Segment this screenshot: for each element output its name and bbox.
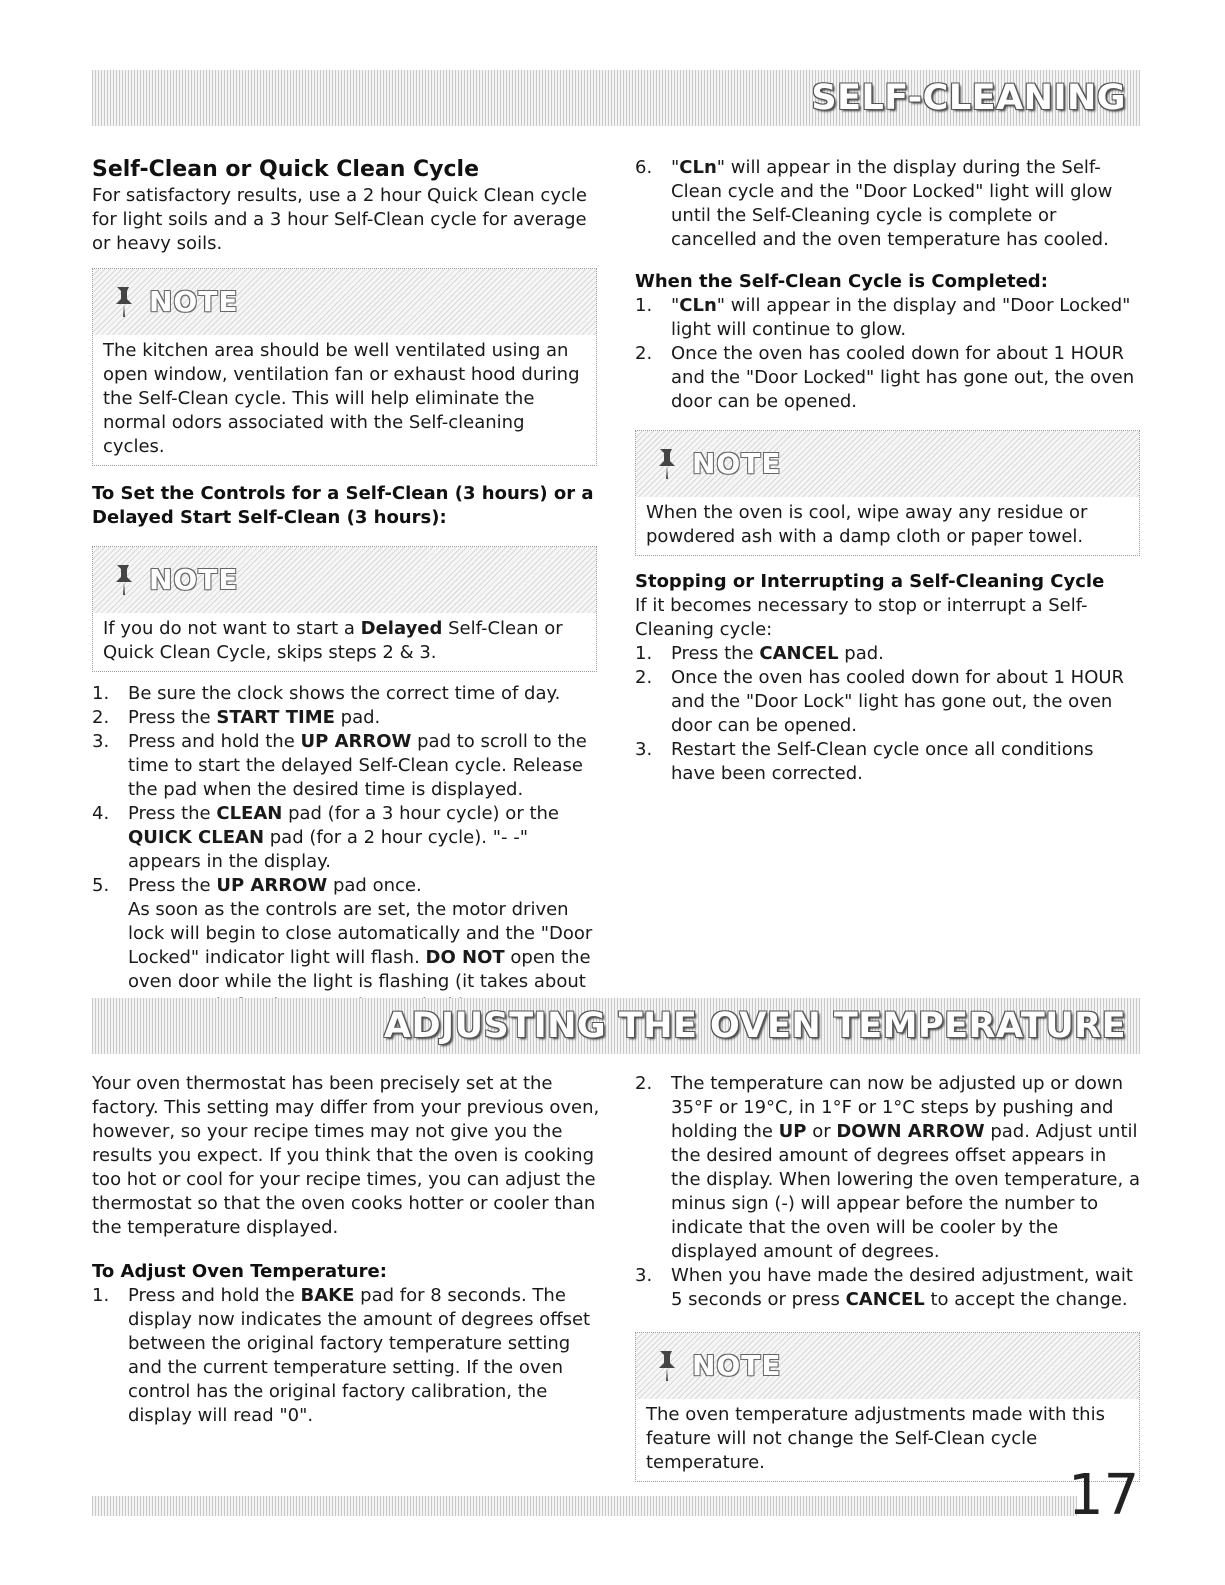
- step-text: The temperature can now be adjusted up or down 35°F or 19°C, in 1°F or 1°C steps by pushing and holding the: [671, 1073, 1123, 1142]
- completed-steps-list: [635, 294, 1140, 414]
- note-text: [93, 613, 596, 671]
- note-header: [93, 547, 596, 613]
- step-number: 3.: [635, 739, 653, 760]
- step-text: When you have made the desired adjustment, wait 5 seconds or press: [671, 1265, 1133, 1310]
- self-clean-left-column: [92, 156, 597, 1018]
- step-text: Press the: [128, 707, 217, 728]
- note-header: [93, 269, 596, 335]
- heading-self-clean: Self-Clean or Quick Clean Cycle: [92, 157, 480, 182]
- step-text-bold: UP ARROW: [216, 875, 328, 896]
- adjust-steps-list-continued: [635, 1072, 1140, 1312]
- step-text-bold: QUICK CLEAN: [128, 827, 265, 848]
- pushpin-icon: [654, 447, 680, 481]
- step-text: to accept the change.: [924, 1289, 1128, 1310]
- section-title: SELF-CLEANING: [811, 78, 1126, 118]
- step-number: 6.: [635, 157, 653, 178]
- step-text: open the oven door while the light is flashing (it takes about: [128, 947, 591, 992]
- list-item: [92, 706, 597, 730]
- step-text: " will appear in the display and "Door Locked" light will continue to glow.: [671, 295, 1131, 340]
- note-text-part: Self-Clean or Quick Clean Cycle, skips steps 2 & 3.: [103, 618, 563, 663]
- note-box-delayed: [92, 546, 597, 672]
- adjust-steps-list: [92, 1284, 602, 1428]
- note-header: [636, 1333, 1139, 1399]
- step-text: Be sure the clock shows the correct time of day.: [128, 683, 561, 704]
- step-text: Press the: [671, 643, 760, 664]
- step-text: pad to scroll to the time to start the delayed Self-Clean cycle. Release the pad when the desired time is displayed.: [128, 731, 587, 800]
- list-item: [92, 730, 597, 802]
- step-number: 1.: [92, 1285, 110, 1306]
- note-box-residue: [635, 430, 1140, 556]
- oven-temp-right-column: [635, 1072, 1140, 1482]
- step-text: Once the oven has cooled down for about 1 HOUR and the "Door Lock" light has gone out, the oven door can be opened.: [671, 667, 1125, 736]
- step-text-bold: DO NOT: [425, 947, 505, 968]
- step-number: 3.: [635, 1265, 653, 1286]
- list-item: [635, 666, 1140, 738]
- step-text-bold: CLn: [679, 157, 717, 178]
- step-text: pad. Adjust until the desired amount of degrees offset appears in the display. When lowering the oven temperature, a minus sign (-) will appear before the number to indicate that the oven will be cooler by the displayed amount of degrees.: [671, 1121, 1140, 1262]
- note-label: NOTE: [692, 447, 782, 480]
- note-text-part: If you do not want to start a: [103, 618, 361, 639]
- note-box-self-clean-temp: [635, 1332, 1140, 1482]
- step-text: Press and hold the: [128, 1285, 301, 1306]
- list-item: [635, 294, 1140, 342]
- list-item: [635, 738, 1140, 786]
- step-text-bold: CLn: [679, 295, 717, 316]
- step-text: pad for 8 seconds. The display now indicates the amount of degrees offset between the original factory temperature setting and the current temperature setting. If the oven control has the original factory calibration, the display will read "0".: [128, 1285, 591, 1426]
- step-text-bold: BAKE: [300, 1285, 355, 1306]
- pushpin-icon: [111, 285, 137, 319]
- list-item: [635, 156, 1140, 252]
- subheading-set-controls: To Set the Controls for a Self-Clean (3 hours) or a Delayed Start Self-Clean (3 hours):: [92, 483, 594, 528]
- page-number: 17: [1068, 1463, 1140, 1528]
- step-number: 2.: [635, 667, 653, 688]
- step-text: pad once.: [327, 875, 422, 896]
- note-label: NOTE: [149, 563, 239, 596]
- step-text: or: [806, 1121, 837, 1142]
- step-text-bold: UP: [778, 1121, 807, 1142]
- step-text: ": [671, 295, 680, 316]
- note-text: When the oven is cool, wipe away any residue or powdered ash with a damp cloth or paper towel.: [646, 502, 1088, 547]
- step-number: 3.: [92, 731, 110, 752]
- pushpin-icon: [654, 1349, 680, 1383]
- step-text-bold: CANCEL: [759, 643, 839, 664]
- step-text: pad (for a 2 hour cycle). "- -" appears in the display.: [128, 827, 528, 872]
- pushpin-icon: [111, 563, 137, 597]
- section-title: ADJUSTING THE OVEN TEMPERATURE: [383, 1006, 1126, 1046]
- list-item: [92, 1284, 602, 1428]
- step-text: ": [671, 157, 680, 178]
- step-text: Press the: [128, 875, 217, 896]
- self-clean-steps-list: [92, 682, 597, 1018]
- step-number: 1.: [92, 683, 110, 704]
- note-text: The kitchen area should be well ventilated using an open window, ventilation fan or exhaust hood during the Self-Clean cycle. This will help eliminate the normal odors associated with the Self-cleaning cycles.: [103, 340, 580, 457]
- step-number: 2.: [92, 707, 110, 728]
- step-text-bold: UP ARROW: [300, 731, 412, 752]
- list-item: [92, 802, 597, 874]
- step-text: Once the oven has cooled down for about 1 HOUR and the "Door Locked" light has gone out, the oven door can be opened.: [671, 343, 1135, 412]
- intro-paragraph: For satisfactory results, use a 2 hour Quick Clean cycle for light soils and a 3 hour Self-Clean cycle for average or heavy soils.: [92, 185, 587, 254]
- note-text-bold: Delayed: [360, 618, 443, 639]
- note-label: NOTE: [692, 1349, 782, 1382]
- step-text-bold: CANCEL: [845, 1289, 925, 1310]
- note-text: The oven temperature adjustments made with this feature will not change the Self-Clean cycle temperature.: [646, 1404, 1105, 1473]
- step-number: 4.: [92, 803, 110, 824]
- note-header: [636, 431, 1139, 497]
- note-label: NOTE: [149, 285, 239, 318]
- step-number: 2.: [635, 1073, 653, 1094]
- list-item: [92, 682, 597, 706]
- step-text-bold: DOWN ARROW: [836, 1121, 985, 1142]
- stopping-intro: If it becomes necessary to stop or interrupt a Self-Cleaning cycle:: [635, 595, 1088, 640]
- oven-temp-intro: Your oven thermostat has been precisely set at the factory. This setting may differ from your previous oven, however, so your recipe times may not give you the results you expect. If you think that the oven is cooking too hot or cool for your recipe times, you can adjust the thermostat so that the oven cooks hotter or cooler than the temperature displayed.: [92, 1073, 600, 1238]
- step-text-bold: START TIME: [216, 707, 335, 728]
- step-text: pad (for a 3 hour cycle) or the: [282, 803, 559, 824]
- footer-bar: [92, 1496, 1077, 1516]
- list-item: [635, 1264, 1140, 1312]
- step-text: pad.: [334, 707, 381, 728]
- step-text: Restart the Self-Clean cycle once all conditions have been corrected.: [671, 739, 1094, 784]
- list-item: [92, 874, 597, 1018]
- subheading-completed: When the Self-Clean Cycle is Completed:: [635, 271, 1048, 292]
- oven-temp-left-column: [92, 1072, 602, 1428]
- step-number: 5.: [92, 875, 110, 896]
- subheading-adjust-temp: To Adjust Oven Temperature:: [92, 1261, 387, 1282]
- list-item: [635, 342, 1140, 414]
- subheading-stopping: Stopping or Interrupting a Self-Cleaning Cycle: [635, 571, 1105, 592]
- step-text: Press and hold the: [128, 731, 301, 752]
- self-clean-step-6: [635, 156, 1140, 252]
- note-box-ventilation: [92, 268, 597, 466]
- step-number: 1.: [635, 643, 653, 664]
- list-item: [635, 1072, 1140, 1264]
- stopping-steps-list: [635, 642, 1140, 786]
- list-item: [635, 642, 1140, 666]
- section-banner-self-cleaning: [92, 70, 1140, 126]
- step-number: 1.: [635, 295, 653, 316]
- step-text-bold: CLEAN: [216, 803, 283, 824]
- self-clean-right-column: [635, 156, 1140, 786]
- section-banner-oven-temperature: [92, 998, 1140, 1054]
- step-text: As soon as the controls are set, the motor driven lock will begin to close automatically and the "Door Locked" indicator light will flash.: [128, 899, 593, 968]
- step-text: Press the: [128, 803, 217, 824]
- step-text: pad.: [838, 643, 884, 664]
- step-text: " will appear in the display during the Self-Clean cycle and the "Door Locked" light will glow until the Self-Cleaning cycle is complete or cancelled and the oven temperature has cooled.: [671, 157, 1113, 250]
- step-number: 2.: [635, 343, 653, 364]
